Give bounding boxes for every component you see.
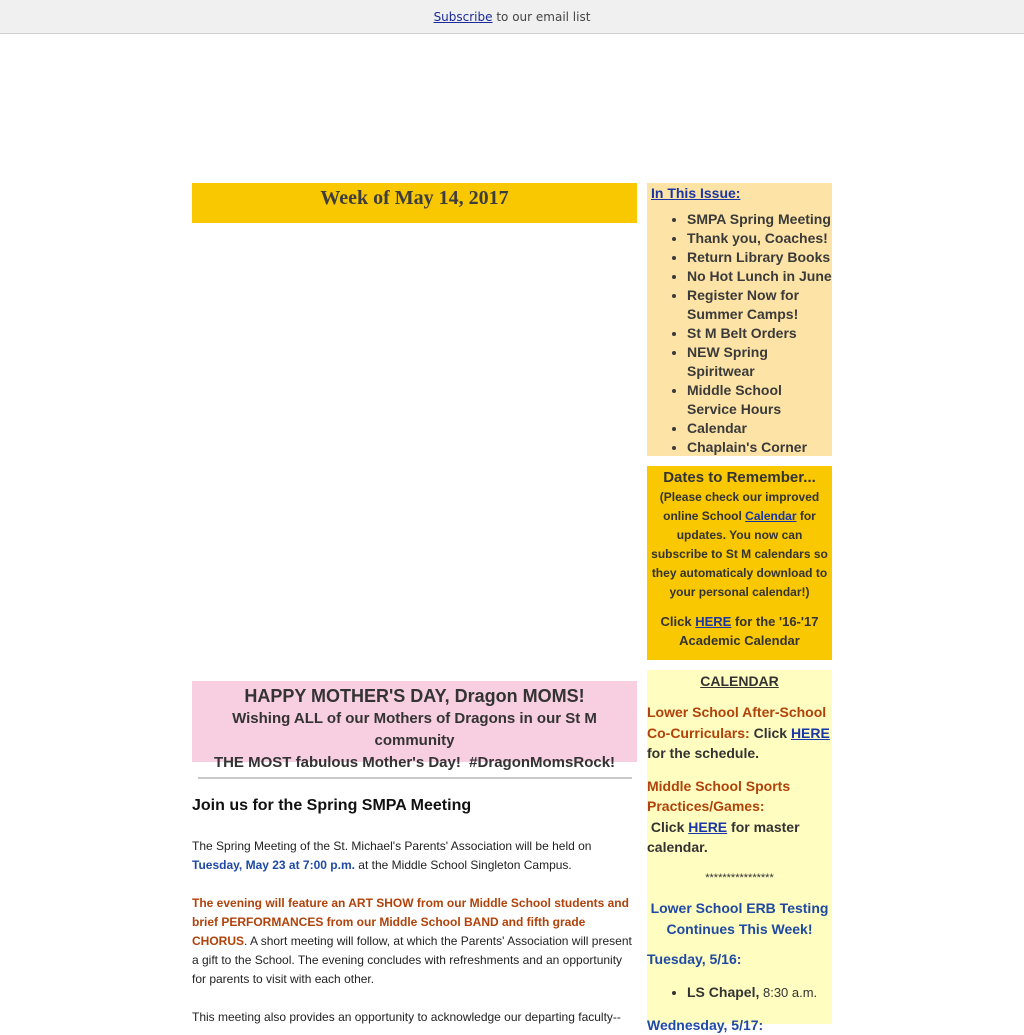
issue-list	[651, 210, 832, 457]
paragraph-1-text-a: The Spring Meeting of the St. Michael's Parents' Association will be held on	[192, 839, 592, 853]
issue-item: • No Hot Lunch in June	[687, 267, 832, 286]
issue-item: • Calendar	[687, 419, 832, 438]
middle-school-sports	[647, 776, 832, 858]
day-heading-wednesday: Wednesday, 5/17:	[647, 1016, 764, 1033]
day-heading-tuesday: Tuesday, 5/16:	[647, 950, 742, 967]
ls-text-b: for the schedule.	[647, 745, 760, 761]
ls-text-a: Click	[749, 724, 791, 741]
ls-schedule-link[interactable]: HERE	[790, 724, 830, 741]
click-text: Click	[660, 614, 696, 629]
subscribe-link[interactable]: Subscribe	[433, 9, 493, 24]
mothers-day-heading: HAPPY MOTHER'S DAY, Dragon MOMS!	[244, 686, 585, 706]
ms-calendar-link[interactable]: HERE	[688, 818, 728, 835]
issue-item: • SMPA Spring Meeting	[687, 210, 832, 229]
paragraph-2-text: . A short meeting will follow, at which the Parents' Association will present a gift to the School. The evening concludes with refreshments and an opportunity for parents to visit with each other.	[192, 934, 632, 986]
subscribe-bar	[0, 0, 1024, 34]
issue-item: • Return Library Books	[687, 248, 832, 267]
meeting-date: Tuesday, May 23 at 7:00 p.m.	[192, 858, 355, 872]
mothers-day-line-1: Wishing ALL of our Mothers of Dragons in our St M community	[232, 710, 597, 749]
dates-text-a: (Please check our improved online School	[659, 490, 820, 523]
mothers-day-banner	[192, 681, 637, 771]
academic-calendar-line	[647, 612, 832, 650]
in-this-issue-title[interactable]: In This Issue:	[651, 185, 741, 201]
dates-description	[647, 488, 832, 602]
stars-divider: ****************	[705, 871, 774, 884]
erb-testing-notice: Lower School ERB Testing Continues This Week!	[650, 899, 829, 937]
week-banner: Week of May 14, 2017	[192, 183, 637, 223]
academic-calendar-text: for the '16-'17 Academic Calendar	[679, 614, 819, 648]
calendar-box	[647, 670, 832, 1033]
tuesday-events	[647, 983, 832, 1002]
issue-item: • Middle School Service Hours	[687, 381, 832, 419]
hero-image-placeholder	[192, 223, 637, 678]
ms-text-b: for master calendar.	[647, 818, 800, 855]
ms-label: Middle School Sports Practices/Games:	[647, 777, 791, 814]
lower-school-cocurriculars	[647, 702, 832, 764]
article-title: Join us for the Spring SMPA Meeting	[192, 797, 472, 814]
article-paragraph-2	[192, 894, 632, 989]
in-this-issue-box	[647, 183, 832, 456]
article-paragraph-1	[192, 837, 632, 875]
mothers-day-line-2: THE MOST fabulous Mother's Day! #DragonMomsRock!	[213, 754, 616, 771]
event-highlight: The evening will feature an ART SHOW from our Middle School students and brief PERFORMANCES from our Middle School BAND and fifth grade CHORUS	[192, 896, 629, 948]
paragraph-1-text-b: at the Middle School Singleton Campus.	[354, 858, 572, 872]
issue-item: • Thank you, Coaches!	[687, 229, 832, 248]
ms-text-a: Click	[647, 818, 689, 835]
dates-heading: Dates to Remember...	[663, 469, 816, 486]
event-name: LS Chapel,	[687, 983, 760, 1000]
issue-item: • NEW Spring Spiritwear	[687, 343, 832, 381]
academic-calendar-link[interactable]: HERE	[695, 614, 732, 629]
dates-text-b: for updates. You now can subscribe to St M calendars so they automaticaly download to your personal calendar!)	[651, 509, 828, 599]
dates-to-remember-box	[647, 466, 832, 660]
section-divider	[198, 777, 632, 779]
issue-item: • St M Belt Orders	[687, 324, 832, 343]
subscribe-text: to our email list	[492, 9, 591, 24]
online-calendar-link[interactable]: Calendar	[745, 509, 797, 523]
event-time: 8:30 a.m.	[759, 984, 818, 1000]
calendar-heading: CALENDAR	[700, 673, 779, 689]
issue-item: • Register Now for Summer Camps!	[687, 286, 832, 324]
issue-item: • Chaplain's Corner	[687, 438, 832, 457]
ls-label: Lower School After-School Co-Curriculars:	[647, 704, 827, 741]
calendar-event	[687, 983, 832, 1002]
article-paragraph-3: This meeting also provides an opportunity to acknowledge our departing faculty--	[192, 1010, 621, 1024]
